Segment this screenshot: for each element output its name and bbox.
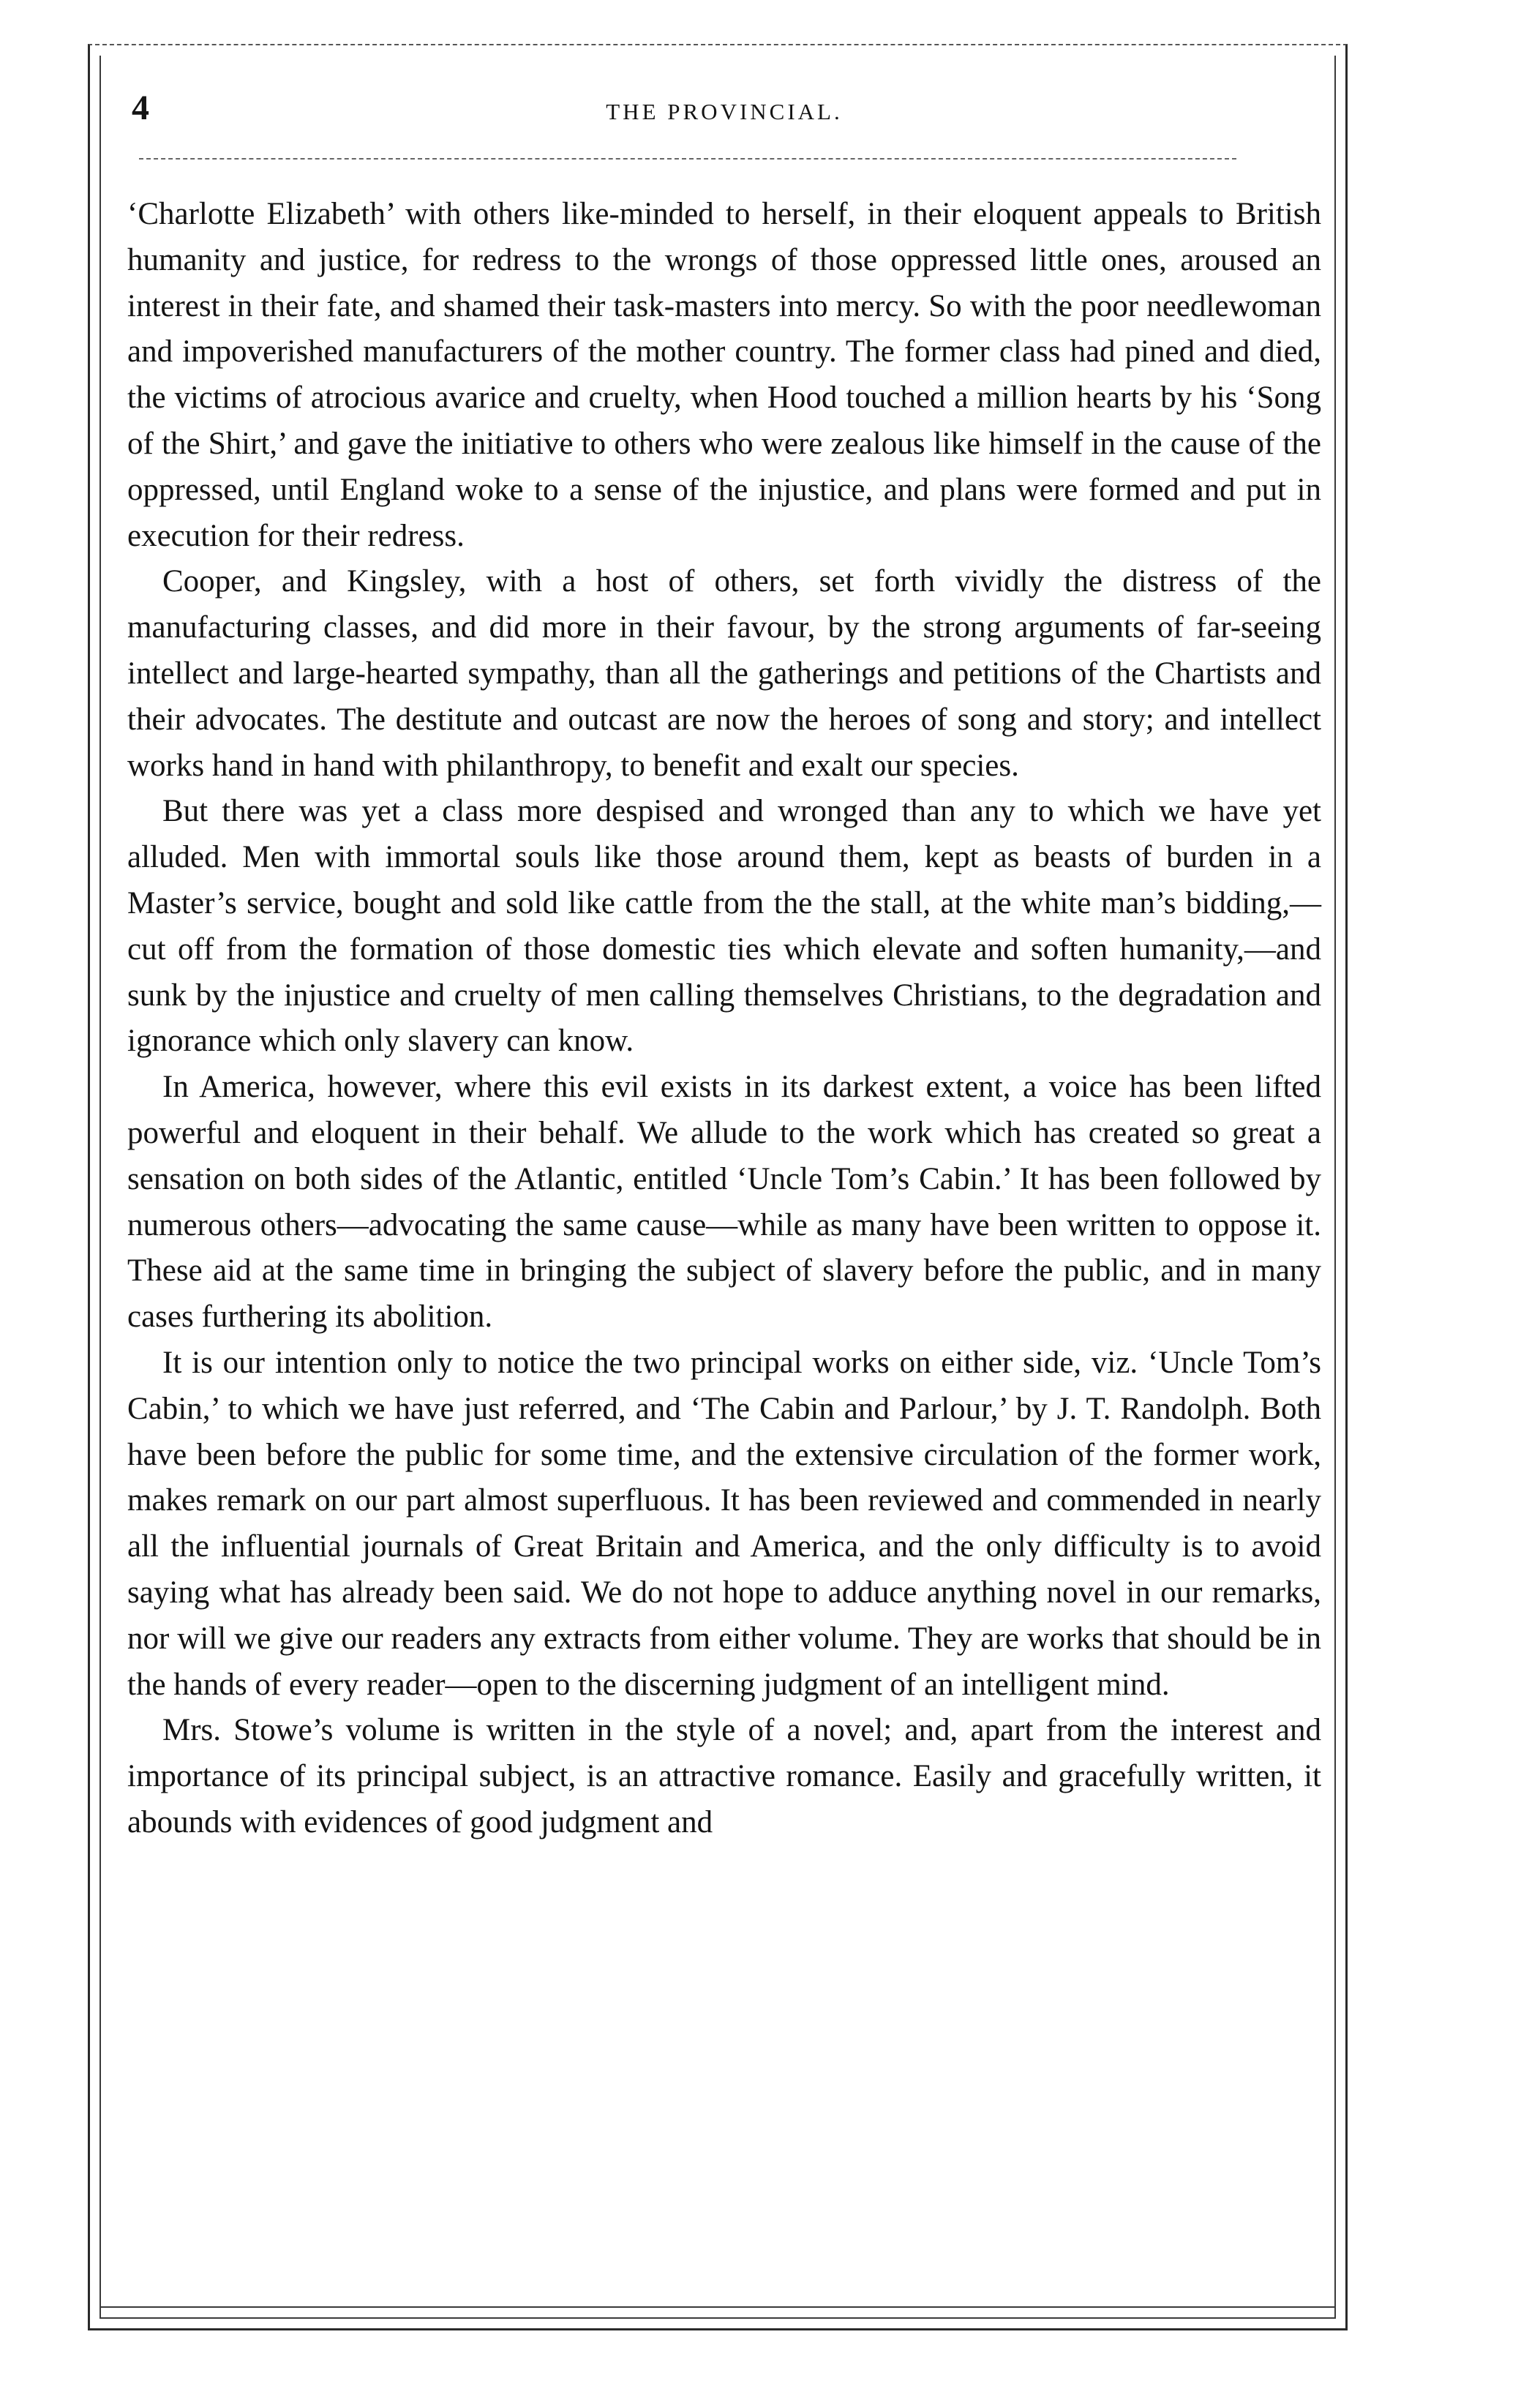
article-body (127, 192, 1321, 1846)
running-title: THE PROVINCIAL. (606, 99, 843, 124)
page-number: 4 (132, 89, 149, 127)
page-header (132, 86, 1317, 138)
paragraph-4: In America, however, where this evil exists in its darkest extent, a voice has been lifted powerful and eloquent in their behalf. We allude to the work which has created so great a sensation on both sides of the Atlantic, entitled ‘Uncle Tom’s Cabin.’ It has been followed by numerous others—advocating the same cause—while as many have been written to oppose it. These aid at the same time in bringing the subject of slavery before the public, and in many cases furthering its abolition. (127, 1070, 1321, 1335)
paragraph-3: But there was yet a class more despised and wronged than any to which we have yet alluded. Men with immortal souls like those around them, kept as beasts of burden in a Master’s service, bought and sold like cattle from the the stall, at the white man’s bidding,—cut off from the formation of those domestic ties which elevate and soften humanity,—and sunk by the injustice and cruelty of men calling themselves Christians, to the degradation and ignorance which only slavery can know. (127, 794, 1321, 1059)
paragraph-6: Mrs. Stowe’s volume is written in the style of a novel; and, apart from the interest and importance of its principal subject, is an attractive romance. Easily and gracefully written, it abounds with evidences of good judgment and (127, 1713, 1321, 1839)
bottom-rule (99, 2306, 1336, 2308)
header-rule (139, 158, 1236, 160)
paragraph-5: It is our intention only to notice the two principal works on either side, viz. ‘Uncle Tom’s Cabin,’ to which we have just referred, and ‘The Cabin and Parlour,’ by J. T. Randolph. Both have been before the public for some time, and the extensive circulation of the former work, makes remark on our part almost superfluous. It has been reviewed and commended in nearly all the influential journals of Great Britain and America, and the only difficulty is to avoid saying what has already been said. We do not hope to adduce anything novel in our remarks, nor will we give our readers any extracts from either volume. They are works that should be in the hands of every reader—open to the discerning judgment of an intelligent mind. (127, 1345, 1321, 1702)
paragraph-1: ‘Charlotte Elizabeth’ with others like-minded to herself, in their eloquent appeals to British humanity and justice, for redress to the wrongs of those oppressed little ones, aroused an interest in their fate, and shamed their task-masters into mercy. So with the poor needlewoman and impoverished manufacturers of the mother country. The former class had pined and died, the victims of atrocious avarice and cruelty, when Hood touched a million hearts by his ‘Song of the Shirt,’ and gave the initiative to others who were zealous like himself in the cause of the oppressed, until England woke to a sense of the injustice, and plans were formed and put in execution for their redress. (127, 197, 1321, 553)
paragraph-2: Cooper, and Kingsley, with a host of others, set forth vividly the distress of the manufacturing classes, and did more in their favour, by the strong arguments of far-seeing intellect and large-hearted sympathy, than all the gatherings and petitions of the Chartists and their advocates. The destitute and outcast are now the heroes of song and story; and intellect works hand in hand with philanthropy, to benefit and exalt our species. (127, 564, 1321, 783)
